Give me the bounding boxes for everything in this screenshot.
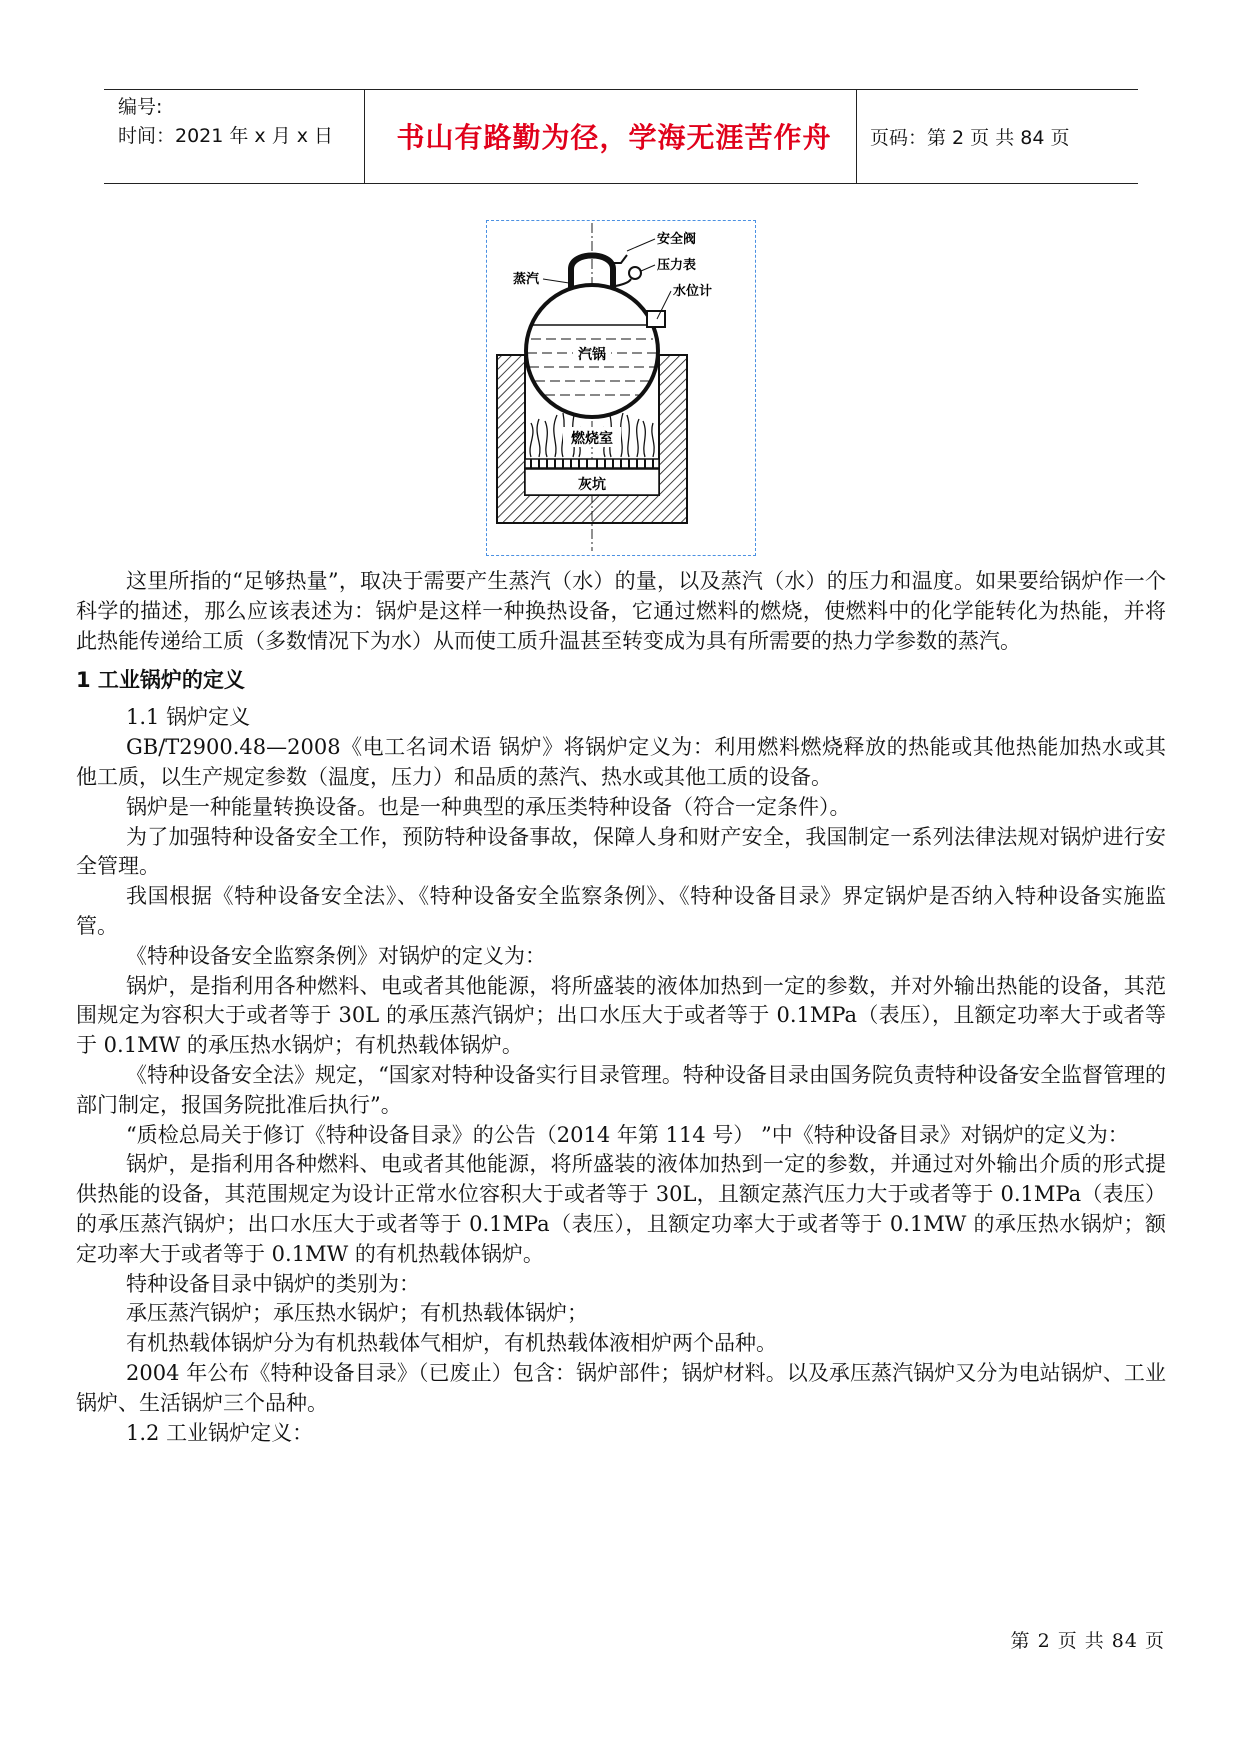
paragraph: 锅炉是一种能量转换设备。也是一种典型的承压类特种设备（符合一定条件）。 xyxy=(126,794,851,819)
water-level-gauge xyxy=(647,311,665,327)
paragraph: 《特种设备安全法》规定，“国家对特种设备实行目录管理。特种设备目录由国务院负责特种设备安全监督管理的部门制定，报国务院批准后执行”。 xyxy=(76,1062,1166,1117)
paragraph: 锅炉，是指利用各种燃料、电或者其他能源，将所盛装的液体加热到一定的参数，并通过对外输出介质的形式提供热能的设备，其范围规定为设计正常水位容积大于或者等于 30L，且额定蒸汽压力大于或者等于 0.1MPa（表压）的承压蒸汽锅炉；出口水压大于或者等于 0.1MPa（表压），且额定功率大于或者等于 0.1MW 的承压热水锅炉；额定功率大于或者等于 0.1MW 的有机热载体锅炉。 xyxy=(76,1152,1166,1266)
paragraph: 承压蒸汽锅炉；承压热水锅炉；有机热载体锅炉； xyxy=(126,1301,588,1326)
page-header xyxy=(104,89,1138,184)
ash-pit-label: 灰坑 xyxy=(578,477,606,493)
boiler-diagram-svg xyxy=(487,221,755,555)
document-body xyxy=(76,567,1166,1448)
paragraph: 2004 年公布《特种设备目录》（已废止）包含：锅炉部件；锅炉材料。以及承压蒸汽锅炉又分为电站锅炉、工业锅炉、生活锅炉三个品种。 xyxy=(76,1360,1166,1415)
safety-valve-label: 安全阀 xyxy=(657,232,697,247)
header-meta xyxy=(118,93,333,151)
paragraph: “质检总局关于修订《特种设备目录》的公告（2014 年第 114 号） ”中《特种设备目录》对锅炉的定义为： xyxy=(126,1122,1129,1147)
paragraph: GB/T2900.48—2008《电工名词术语 锅炉》将锅炉定义为：利用燃料燃烧释放的热能或其他热能加热水或其他工质，以生产规定参数（温度，压力）和品质的蒸汽、热水或其他工质的设备。 xyxy=(76,735,1166,789)
header-divider xyxy=(856,90,857,183)
pressure-gauge xyxy=(629,267,641,279)
paragraph: 特种设备目录中锅炉的类别为： xyxy=(126,1271,420,1296)
subsection-heading: 1.1 锅炉定义 xyxy=(126,705,251,730)
water-level-gauge-label: 水位计 xyxy=(673,284,713,299)
header-motto: 书山有路勤为径，学海无涯苦作舟 xyxy=(396,121,832,154)
serial-number-label: 编号: xyxy=(118,96,163,118)
boiler-diagram xyxy=(486,220,756,556)
safety-valve-leader xyxy=(627,239,655,251)
intro-paragraph: 这里所指的“足够热量”，取决于需要产生蒸汽（水）的量，以及蒸汽（水）的压力和温度。如果要给锅炉作一个科学的描述，那么应该表述为：锅炉是这样一种换热设备，它通过燃料的燃烧，使燃料中的化学能转化为热能，并将此热能传递给工质（多数情况下为水）从而使工质升温甚至转变成为具有所需要的热力学参数的蒸汽。 xyxy=(76,569,1166,653)
header-page-info: 页码：第 2 页 共 84 页 xyxy=(870,127,1070,149)
date-label: 时间：2021 年 x 月 x 日 xyxy=(118,125,334,147)
paragraph: 有机热载体锅炉分为有机热载体气相炉，有机热载体液相炉两个品种。 xyxy=(126,1331,777,1356)
paragraph: 锅炉，是指利用各种燃料、电或者其他能源，将所盛装的液体加热到一定的参数，并对外输出热能的设备，其范围规定为容积大于或者等于 30L 的承压蒸汽锅炉；出口水压大于或者等于 0.1MPa（表压），且额定功率大于或者等于 0.1MW 的承压热水锅炉；有机热载体锅炉。 xyxy=(76,973,1166,1058)
page-footer: 第 2 页 共 84 页 xyxy=(1010,1630,1165,1652)
paragraph: 我国根据《特种设备安全法》、《特种设备安全监察条例》、《特种设备目录》界定锅炉是否纳入特种设备实施监管。 xyxy=(76,884,1166,938)
paragraph: 为了加强特种设备安全工作，预防特种设备事故，保障人身和财产安全，我国制定一系列法律法规对锅炉进行安全管理。 xyxy=(76,824,1166,879)
paragraph: 《特种设备安全监察条例》对锅炉的定义为： xyxy=(126,943,546,968)
boiler-drum-label: 汽锅 xyxy=(578,347,606,363)
safety-valve xyxy=(613,255,627,263)
pressure-gauge-label: 压力表 xyxy=(657,258,697,273)
section-heading: 1 工业锅炉的定义 xyxy=(76,668,245,693)
subsection-heading: 1.2 工业锅炉定义： xyxy=(126,1420,314,1445)
steam-label: 蒸汽 xyxy=(513,272,540,287)
combustion-chamber-label: 燃烧室 xyxy=(571,431,613,447)
grate xyxy=(525,459,659,468)
